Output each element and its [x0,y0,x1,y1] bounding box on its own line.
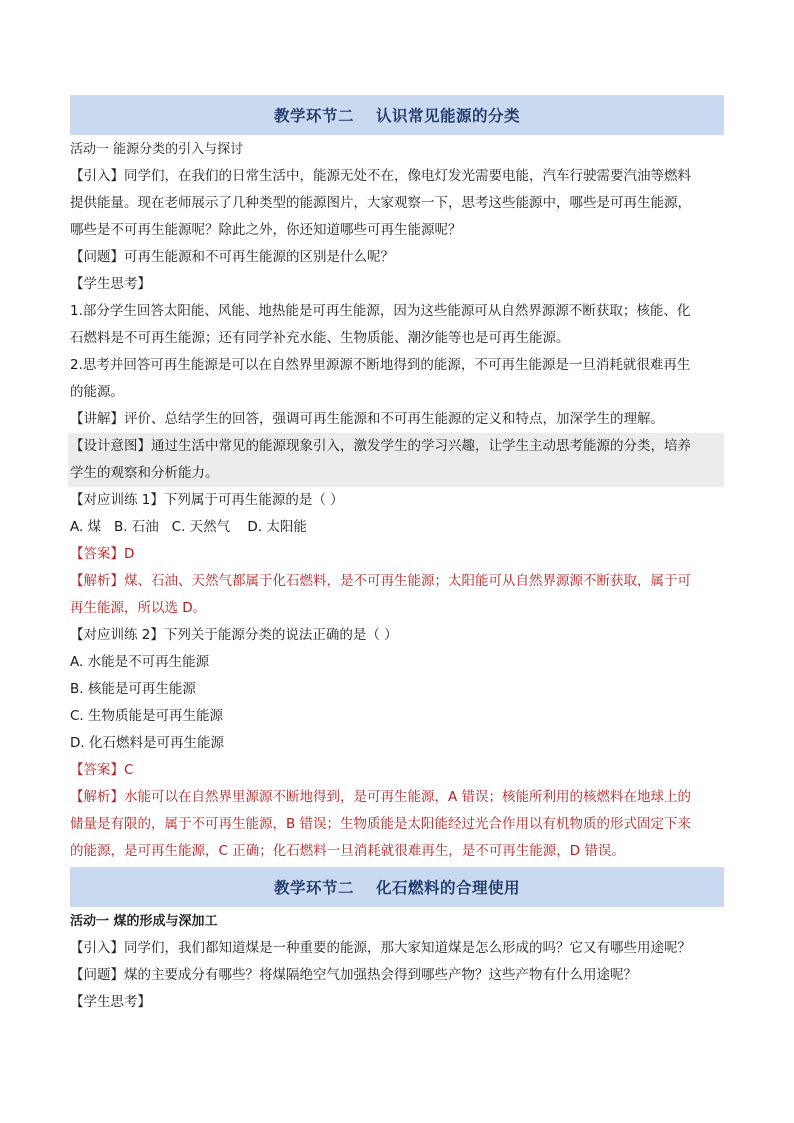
section-header-energy-classification [70,95,724,135]
answer-value: D [124,546,135,562]
question-line: 【问题】煤的主要成分有哪些？将煤隔绝空气加强热会得到哪些产物？这些产物有什么用途呢？ [70,967,637,983]
exercise-2-question: 【对应训练 2】下列关于能源分类的说法正确的是（ ） [70,627,398,643]
question-line: 【问题】可再生能源和不可再生能源的区别是什么呢？ [70,249,394,265]
exercise-1-question: 【对应训练 1】下列属于可再生能源的是（ ） [70,492,344,508]
section-number: 教学环节二 [273,879,354,897]
answer-line: 石燃料是不可再生能源；还有同学补充水能、生物质能、潮汐能等也是可再生能源。 [70,330,570,346]
exercise-2-option-c: C. 生物质能是可再生能源 [70,708,224,724]
analysis-line: 再生能源，所以选 D。 [70,600,207,616]
exercise-2-option-a: A. 水能是不可再生能源 [70,654,210,670]
analysis-line: 煤、石油、天然气都属于化石燃料，是不可再生能源；太阳能可从自然界源源不断获取，属于可 [124,573,691,589]
intro-line: 【引入】同学们，我们都知道煤是一种重要的能源，那大家知道煤是怎么形成的吗？它又有哪些用途呢？ [70,940,691,956]
exercise-2-analysis [70,784,724,865]
activity-title: 活动一 煤的形成与深加工 [70,914,218,929]
exercise-2-answer [70,757,724,784]
answer-tag: 【答案】 [70,762,124,778]
section-number: 教学环节二 [273,107,354,125]
exercise-1-options: A. 煤 B. 石油 C. 天然气 D. 太阳能 [70,519,307,535]
answer-line: 1.部分学生回答太阳能、风能、地热能是可再生能源，因为这些能源可从自然界源源不断获取；核能、化 [70,303,691,319]
student-answer-2 [70,352,724,406]
analysis-tag: 【解析】 [70,573,124,589]
section-title: 化石燃料的合理使用 [376,879,521,897]
exercise-2-option-b: B. 核能是可再生能源 [70,681,196,697]
intro-line: 提供能量。现在老师展示了几种类型的能源图片，大家观察一下，思考这些能源中，哪些是可再生能源， [70,195,691,211]
section-title: 认识常见能源的分类 [376,107,521,125]
activity-title: 活动一 能源分类的引入与探讨 [70,142,244,157]
student-think-label: 【学生思考】 [70,276,151,292]
student-think-label: 【学生思考】 [70,994,151,1010]
exercise-2-option-d: D. 化石燃料是可再生能源 [70,735,224,751]
analysis-line: 的能源，是可再生能源，C 正确；化石燃料一旦消耗就很难再生，是不可再生能源，D 错误。 [70,843,625,859]
analysis-line: 水能可以在自然界里源源不断地得到，是可再生能源，A 错误；核能所利用的核燃料在地球上的 [124,789,692,805]
analysis-line: 储量是有限的，属于不可再生能源，B 错误；生物质能是太阳能经过光合作用以有机物质的形式固定下来 [70,816,692,832]
design-line: 【设计意图】通过生活中常见的能源现象引入，激发学生的学习兴趣，让学生主动思考能源的分类，培养 [70,438,691,454]
design-line: 学生的观察和分析能力。 [70,465,219,481]
answer-line: 2.思考并回答可再生能源是可以在自然界里源源不断地得到的能源，不可再生能源是一旦消耗就很难再生 [70,357,691,373]
answer-value: C [124,762,134,778]
intro-line: 哪些是不可再生能源呢？除此之外，你还知道哪些可再生能源呢？ [70,222,462,238]
lecture-line: 【讲解】评价、总结学生的回答，强调可再生能源和不可再生能源的定义和特点，加深学生的理解。 [70,411,664,427]
design-intent-block [68,433,724,487]
analysis-tag: 【解析】 [70,789,124,805]
section-header-fossil-fuels [70,867,724,907]
answer-tag: 【答案】 [70,546,124,562]
intro-line: 【引入】同学们，在我们的日常生活中，能源无处不在，像电灯发光需要电能，汽车行驶需要汽油等燃料 [70,168,691,184]
exercise-1-analysis [70,568,724,622]
answer-line: 的能源。 [70,384,124,400]
exercise-1-answer [70,541,724,568]
intro-paragraph [70,163,724,244]
document-page [70,95,724,1016]
student-answer-1 [70,298,724,352]
